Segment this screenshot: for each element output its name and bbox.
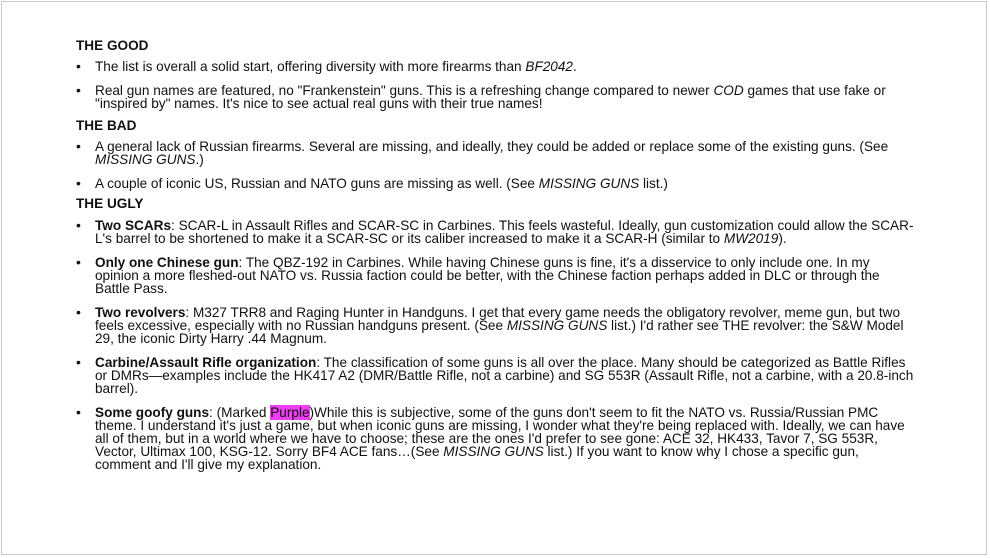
list-item: • The list is overall a solid start, offering diversity with more firearms than BF2042.: [76, 60, 916, 73]
list-item: • Two SCARs: SCAR-L in Assault Rifles and SCAR-SC in Carbines. This feels wasteful. Ideally, gun customization could allow the SCAR-L's barrel to be shortened to make it a SCAR-SC or its caliber increased to make it a SCAR-H (similar to MW2019).: [76, 219, 916, 245]
document-body: [76, 38, 916, 471]
section-heading-ugly: THE UGLY: [76, 196, 144, 211]
list-item: • Only one Chinese gun: The QBZ-192 in Carbines. While having Chinese guns is fine, it's a disservice to only include one. In my opinion a more fleshed-out NATO vs. Russia faction could be better, with the Chinese faction perhaps added in DLC or through the Battle Pass.: [76, 256, 916, 295]
section-heading-good: THE GOOD: [76, 38, 149, 53]
list-item: • A general lack of Russian firearms. Several are missing, and ideally, they could be added or replace some of the existing guns. (See MISSING GUNS.): [76, 140, 916, 166]
list-item: • A couple of iconic US, Russian and NATO guns are missing as well. (See MISSING GUNS list.): [76, 177, 916, 190]
section-heading-bad: THE BAD: [76, 118, 137, 133]
purple-highlight: Purple: [270, 405, 310, 420]
ugly-list: [76, 219, 916, 471]
good-list: [76, 60, 916, 110]
list-item: • Carbine/Assault Rifle organization: The classification of some guns is all over the place. Many should be categorized as Battle Rifles or DMRs—examples include the HK417 A2 (DMR/Battle Rifle, not a carbine) and SG 553R (Assault Rifle, not a carbine, with a 20.8-inch barrel).: [76, 356, 916, 395]
list-item: • Real gun names are featured, no "Frankenstein" guns. This is a refreshing change compared to newer COD games that use fake or "inspired by" names. It's nice to see actual real guns with their true names!: [76, 84, 916, 110]
list-item: • Some goofy guns: (Marked Purple)While this is subjective, some of the guns don't seem to fit the NATO vs. Russia/Russian PMC theme. I understand it's just a game, but when iconic guns are missing, I wonder what they're being replaced with. Ideally, we can have all of them, but in a world where we have to choose; these are the ones I'd prefer to see gone: ACE 32, HK433, Tavor 7, SG 553R, Vector, Ultimax 100, KSG-12. Sorry BF4 ACE fans…(See MISSING GUNS list.) If you want to know why I chose a specific gun, comment and I'll give my explanation.: [76, 406, 916, 471]
list-item: • Two revolvers: M327 TRR8 and Raging Hunter in Handguns. I get that every game needs the obligatory revolver, meme gun, but two feels excessive, especially with no Russian handguns present. (See MISSING GUNS list.) I'd rather see THE revolver: the S&W Model 29, the iconic Dirty Harry .44 Magnum.: [76, 306, 916, 345]
bad-list: [76, 140, 916, 190]
